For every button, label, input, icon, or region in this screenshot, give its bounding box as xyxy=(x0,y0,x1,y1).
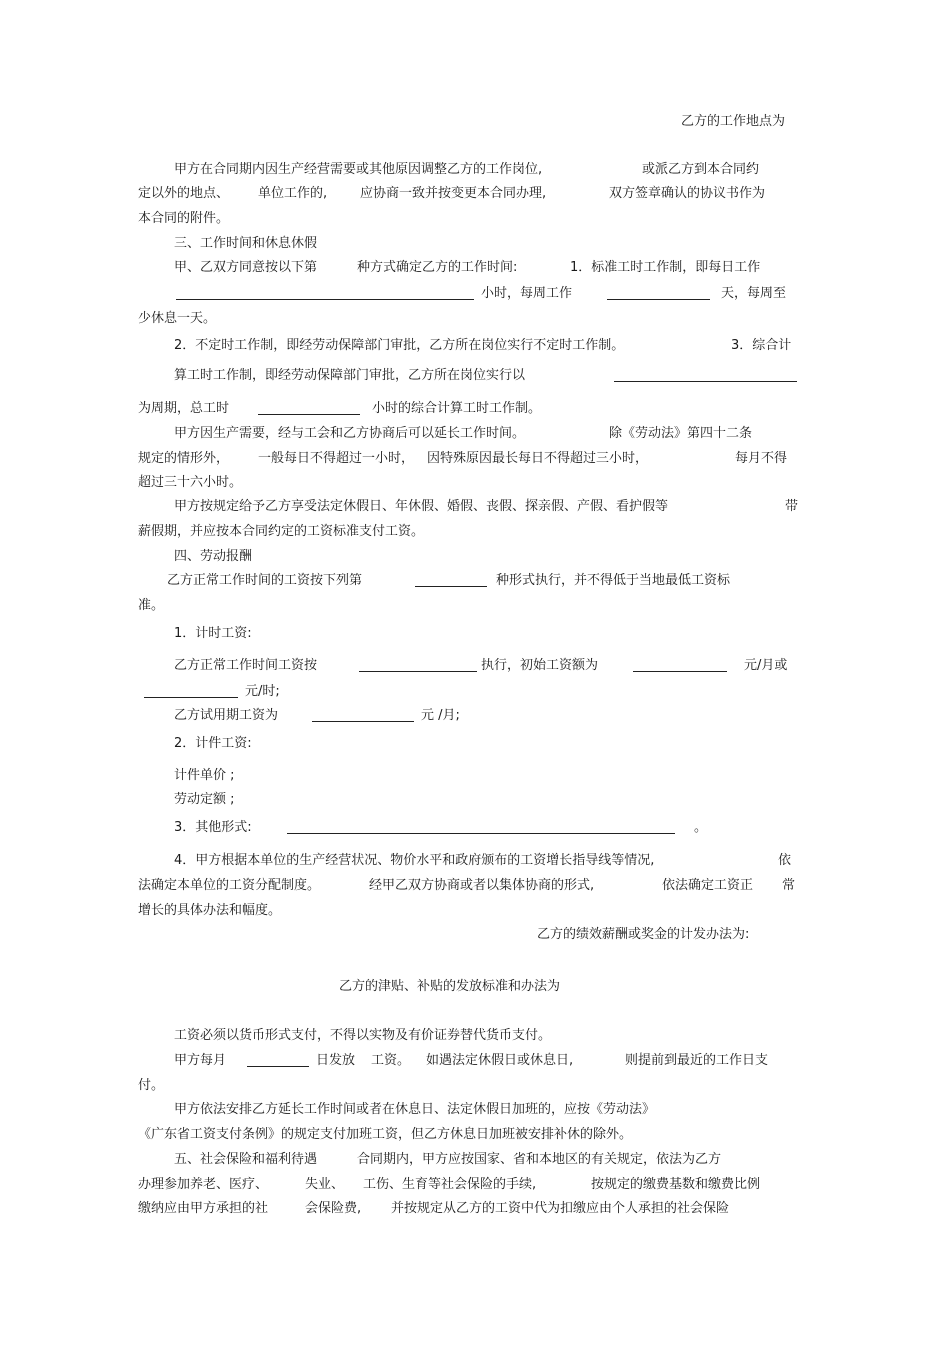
total-hours-blank xyxy=(258,401,360,420)
text-segment: 常 xyxy=(782,878,796,893)
text-segment: 计件单价 ; xyxy=(174,768,235,783)
text-segment: 工资。 xyxy=(371,1053,411,1068)
text-segment: 少休息一天。 xyxy=(138,311,217,326)
text-segment: 一般每日不得超过一小时， xyxy=(258,451,415,466)
text-segment: 甲方因生产需要，经与工会和乙方协商后可以延长工作时间。 xyxy=(174,426,526,441)
text-segment: 依法确定工资正 xyxy=(662,878,754,893)
text-segment: 种方式确定乙方的工作时间: xyxy=(357,260,518,275)
section-heading: 四、劳动报酬 xyxy=(174,549,253,564)
text-segment: 元/时; xyxy=(245,684,280,699)
monthly-wage-blank xyxy=(633,658,727,677)
weekly-days-blank xyxy=(607,286,710,305)
text-segment: 小时的综合计算工时工作制。 xyxy=(372,401,542,416)
text-segment: 《广东省工资支付条例》的规定支付加班工资，但乙方休息日加班被安排补休的除外。 xyxy=(138,1127,633,1142)
text-segment: 单位工作的, xyxy=(258,186,328,201)
cycle-blank xyxy=(614,368,797,387)
text-segment: 甲方在合同期内因生产经营需要或其他原因调整乙方的工作岗位, xyxy=(174,162,543,177)
text-segment: 元 /月; xyxy=(421,708,460,723)
text-segment: 经甲乙双方协商或者以集体协商的形式, xyxy=(369,878,595,893)
text-segment: 增长的具体办法和幅度。 xyxy=(138,903,282,918)
text-segment: 3．综合计 xyxy=(731,338,792,353)
text-segment: 工资必须以货币形式支付，不得以实物及有价证券替代货币支付。 xyxy=(174,1028,552,1043)
text-segment: 执行，初始工资额为 xyxy=(481,658,599,673)
text-segment: 如遇法定休假日或休息日, xyxy=(426,1053,574,1068)
text-segment: 劳动定额 ; xyxy=(174,792,235,807)
text-segment: 种形式执行，并不得低于当地最低工资标 xyxy=(496,573,731,588)
text-segment: 因特殊原因最长每日不得超过三小时， xyxy=(427,451,649,466)
text-segment: 合同期内，甲方应按国家、省和本地区的有关规定，依法为乙方 xyxy=(357,1152,722,1167)
text-segment: 除《劳动法》第四十二条 xyxy=(609,426,753,441)
text-segment: 乙方试用期工资为 xyxy=(174,708,279,723)
text-segment: 为周期，总工时 xyxy=(138,401,230,416)
wage-basis-blank xyxy=(359,658,477,677)
text-segment: 甲方依法安排乙方延长工作时间或者在休息日、法定休假日加班的，应按《劳动法》 xyxy=(174,1102,656,1117)
text-segment: 超过三十六小时。 xyxy=(138,475,243,490)
text-segment: 工伤、生育等社会保险的手续, xyxy=(363,1177,537,1192)
subheading: 1．计时工资: xyxy=(174,626,252,641)
text-segment: 天，每周至 xyxy=(721,286,787,301)
text-segment: 失业、 xyxy=(305,1177,345,1192)
text-segment: 法确定本单位的工资分配制度。 xyxy=(138,878,321,893)
text-segment: 规定的情形外， xyxy=(138,451,230,466)
text-segment: 缴纳应由甲方承担的社 xyxy=(138,1201,269,1216)
text-segment: 依 xyxy=(778,853,792,868)
text-segment: 按规定的缴费基数和缴费比例 xyxy=(591,1177,761,1192)
text-segment: 会保险费, xyxy=(305,1201,362,1216)
text-segment: 办理参加养老、医疗、 xyxy=(138,1177,269,1192)
text-segment: 乙方的津贴、补贴的发放标准和办法为 xyxy=(339,979,561,994)
text-segment: 每月不得 xyxy=(735,451,788,466)
text-segment: 。 xyxy=(694,820,708,835)
text-segment: 甲方每月 xyxy=(174,1053,227,1068)
text-segment: 则提前到最近的工作日支 xyxy=(625,1053,769,1068)
text-segment: 4．甲方根据本单位的生产经营状况、物价水平和政府颁布的工资增长指导线等情况, xyxy=(174,853,655,868)
text-segment: 定以外的地点、 xyxy=(138,186,230,201)
section-heading: 五、社会保险和福利待遇 xyxy=(174,1152,318,1167)
text-segment: 带 xyxy=(785,499,799,514)
probation-wage-blank xyxy=(312,708,414,727)
text-segment: 准。 xyxy=(138,598,165,613)
text-segment: 付。 xyxy=(138,1078,165,1093)
text-segment: 乙方的绩效薪酬或奖金的计发办法为: xyxy=(537,927,750,942)
text-segment: 双方签章确认的协议书作为 xyxy=(609,186,766,201)
other-form-blank xyxy=(287,820,675,839)
text-segment: 甲方按规定给予乙方享受法定休假日、年休假、婚假、丧假、探亲假、产假、看护假等 xyxy=(174,499,669,514)
payday-blank xyxy=(247,1053,309,1072)
text-segment: 乙方正常工作时间的工资按下列第 xyxy=(167,573,363,588)
text-segment: 小时，每周工作 xyxy=(481,286,573,301)
text-segment: 薪假期，并应按本合同约定的工资标准支付工资。 xyxy=(138,524,425,539)
daily-hours-blank xyxy=(176,286,474,305)
work-location-line: 乙方的工作地点为 xyxy=(681,114,786,129)
text-segment: 并按规定从乙方的工资中代为扣缴应由个人承担的社会保险 xyxy=(391,1201,730,1216)
text-segment: 本合同的附件。 xyxy=(138,211,230,226)
wage-form-blank xyxy=(415,573,487,592)
text-segment: 算工时工作制，即经劳动保障部门审批，乙方所在岗位实行以 xyxy=(174,368,526,383)
text-segment: 应协商一致并按变更本合同办理, xyxy=(360,186,547,201)
text-segment: 乙方正常工作时间工资按 xyxy=(174,658,318,673)
text-segment: 2．不定时工作制，即经劳动保障部门审批，乙方所在岗位实行不定时工作制。 xyxy=(174,338,625,353)
subheading: 3．其他形式: xyxy=(174,820,252,835)
text-segment: 甲、乙双方同意按以下第 xyxy=(174,260,318,275)
hourly-wage-blank xyxy=(144,684,238,703)
subheading: 2．计件工资: xyxy=(174,736,252,751)
section-heading: 三、工作时间和休息休假 xyxy=(174,236,318,251)
text-segment: 日发放 xyxy=(316,1053,356,1068)
text-segment: 元/月或 xyxy=(744,658,788,673)
text-segment: 或派乙方到本合同约 xyxy=(642,162,760,177)
text-segment: 1．标准工时工作制，即每日工作 xyxy=(570,260,761,275)
